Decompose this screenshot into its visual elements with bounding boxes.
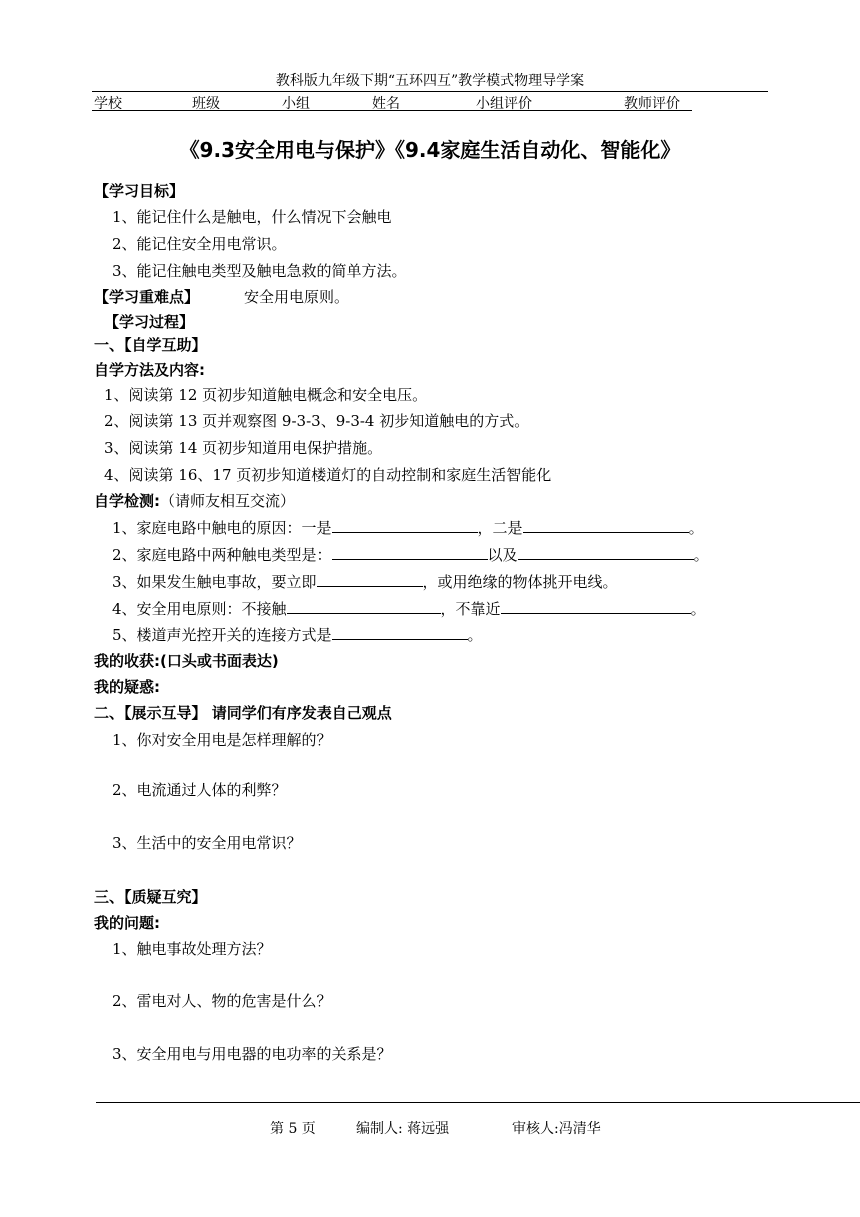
self-check-note: （请师友相互交流） — [160, 492, 296, 510]
field-school-label: 学校 — [94, 96, 122, 112]
section3-heading: 三、【质疑互究】 — [94, 888, 207, 906]
q1-blank-1[interactable] — [332, 516, 478, 533]
field-class-label: 班级 — [192, 96, 220, 112]
check-question-4 — [112, 597, 706, 619]
check-question-2 — [112, 543, 709, 565]
reading-item: 4、阅读第 16、17 页初步知道楼道灯的自动控制和家庭生活智能化 — [104, 466, 552, 484]
self-check-line — [94, 490, 295, 511]
reading-item: 2、阅读第 13 页并观察图 9-3-3、9-3-4 初步知道触电的方式。 — [104, 412, 530, 430]
goals-heading: 【学习目标】 — [94, 182, 185, 200]
editor-credit: 编制人: 蒋远强 — [356, 1121, 450, 1137]
q4-text-a: 4、安全用电原则：不接触 — [112, 600, 287, 618]
self-check-heading: 自学检测: — [94, 492, 160, 510]
goal-item: 2、能记住安全用电常识。 — [112, 235, 287, 253]
q4-text-c: 。 — [690, 600, 706, 618]
q5-blank-1[interactable] — [332, 623, 468, 640]
reviewer-credit: 审核人:冯清华 — [512, 1121, 601, 1137]
inquiry-question: 2、雷电对人、物的危害是什么？ — [112, 992, 332, 1010]
q1-text-a: 1、家庭电路中触电的原因：一是 — [112, 519, 332, 537]
field-teacher-eval-label: 教师评价 — [624, 96, 680, 112]
reading-item: 3、阅读第 14 页初步知道用电保护措施。 — [104, 439, 383, 457]
process-heading: 【学习过程】 — [104, 313, 195, 331]
q3-text-a: 3、如果发生触电事故，要立即 — [112, 573, 317, 591]
discussion-question: 3、生活中的安全用电常识？ — [112, 834, 302, 852]
field-group-eval-label: 小组评价 — [476, 96, 532, 112]
q5-text-a: 5、楼道声光控开关的连接方式是 — [112, 626, 332, 644]
page-number: 第 5 页 — [270, 1121, 316, 1137]
my-questions-label: 我的问题: — [94, 914, 160, 932]
q2-blank-1[interactable] — [332, 543, 488, 560]
key-points-heading: 【学习重难点】 — [94, 288, 200, 306]
q3-blank-1[interactable] — [317, 570, 423, 587]
goal-item: 3、能记住触电类型及触电急救的简单方法。 — [112, 262, 407, 280]
inquiry-question: 1、触电事故处理方法？ — [112, 940, 272, 958]
document-header-title: 教科版九年级下期“五环四互”教学模式物理导学案 — [275, 73, 585, 89]
reading-item: 1、阅读第 12 页初步知道触电概念和安全电压。 — [104, 386, 428, 404]
check-question-3 — [112, 570, 618, 592]
footer-rule — [96, 1102, 860, 1103]
q3-text-b: ，或用绝缘的物体挑开电线。 — [422, 573, 618, 591]
section1-heading: 一、【自学互助】 — [94, 336, 207, 354]
q2-blank-2[interactable] — [518, 543, 694, 560]
discussion-question: 2、电流通过人体的利弊？ — [112, 781, 287, 799]
goal-item: 1、能记住什么是触电，什么情况下会触电 — [112, 208, 392, 226]
self-study-method-heading: 自学方法及内容: — [94, 361, 205, 379]
section2-heading: 二、【展示互导】 请同学们有序发表自己观点 — [94, 704, 392, 722]
page-title: 《9.3安全用电与保护》《9.4家庭生活自动化、智能化》 — [179, 138, 681, 162]
q2-text-c: 。 — [693, 546, 709, 564]
q2-text-a: 2、家庭电路中两种触电类型是： — [112, 546, 332, 564]
header-underline — [92, 110, 692, 111]
q4-text-b: ，不靠近 — [440, 600, 501, 618]
key-points-text: 安全用电原则。 — [244, 288, 350, 306]
field-name-label: 姓名 — [372, 96, 400, 112]
inquiry-question: 3、安全用电与用电器的电功率的关系是？ — [112, 1045, 392, 1063]
check-question-5 — [112, 623, 483, 645]
my-doubt-label: 我的疑惑: — [94, 678, 160, 696]
q4-blank-2[interactable] — [501, 597, 691, 614]
discussion-question: 1、你对安全用电是怎样理解的？ — [112, 731, 332, 749]
q2-text-b: 以及 — [487, 546, 518, 564]
q5-text-b: 。 — [467, 626, 483, 644]
field-group-label: 小组 — [282, 96, 310, 112]
check-question-1 — [112, 516, 704, 538]
q1-text-c: 。 — [688, 519, 704, 537]
header-rule — [92, 91, 768, 92]
q1-blank-2[interactable] — [523, 516, 689, 533]
my-gain-label: 我的收获:(口头或书面表达) — [94, 652, 279, 670]
q4-blank-1[interactable] — [287, 597, 441, 614]
q1-text-b: ，二是 — [477, 519, 523, 537]
